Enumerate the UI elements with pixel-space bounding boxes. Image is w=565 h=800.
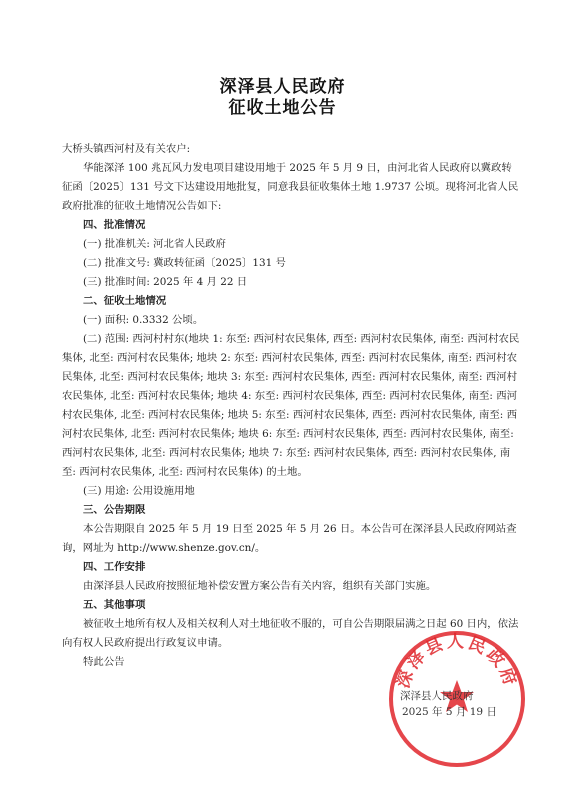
land-area: (一) 面积: 0.3332 公顷。: [83, 314, 204, 326]
seal-text: 深泽县人民政府: [393, 632, 521, 691]
work-text: 由深泽县人民政府按照征地补偿安置方案公告有关内容，组织有关部门实施。: [83, 580, 437, 592]
approval-authority: (一) 批准机关: 河北省人民政府: [83, 238, 226, 250]
land-use: (三) 用途: 公用设施用地: [83, 485, 195, 497]
approval-number: (二) 批准文号: 冀政转征函〔2025〕131 号: [83, 257, 286, 269]
doc-title-line2: 征收土地公告: [228, 98, 337, 118]
doc-body: [62, 140, 522, 672]
doc-title-line1: 深泽县人民政府: [219, 77, 346, 97]
other-text: 被征收土地所有权人及相关权利人对土地征收不服的，可自公告期限届满之日起 60 日内，依法向有权人民政府提出行政复议申请。: [62, 618, 519, 649]
salutation: 大桥头镇西河村及有关农户:: [62, 143, 191, 155]
other-heading: 五、其他事项: [83, 599, 146, 611]
approval-heading: 四、批准情况: [83, 219, 146, 231]
period-text: 本公告期限自 2025 年 5 月 19 日至 2025 年 5 月 26 日。本公告可在深泽县人民政府网站查询，网址为 http://www.shenze.gov.cn/。: [62, 523, 517, 554]
signature-org: 深泽县人民政府: [400, 690, 474, 702]
signature-date: 2025 年 5 月 19 日: [402, 706, 497, 718]
land-scope: (二) 范围: 西河村村东(地块 1: 东至: 西河村农民集体, 西至: 西河村农民集体, 南至: 西河村农民集体, 北至: 西河村农民集体; 地块 2: 东至: 西河村农民集体, 西至: 西河村农民集体, 南至: 西河村农民集体, 北至: 西河村农民集体; 地块 3: 东至: 西河村农民集体, 西至: 西河村农民集体, 南至: 西河村农民集体, 北至: 西河村农民集体; 地块 4: 东至: 西河村农民集体, 西至: 西河村农民集体, 南至: 西河村农民集体, 北至: 西河村农民集体; 地块 5: 东至: 西河村农民集体, 西至: 西河村农民集体, 南至: 西河村农民集体, 北至: 西河村农民集体; 地块 6: 东至: 西河村农民集体, 西至: 西河村农民集体, 南至: 西河村农民集体, 北至: 西河村农民集体; 地块 7: 东至: 西河村农民集体, 西至: 西河村农民集体, 南至: 西河村农民集体, 北至: 西河村农民集体) 的土地。: [62, 333, 520, 478]
intro-paragraph: 华能深泽 100 兆瓦风力发电项目建设用地于 2025 年 5 月 9 日，由河北省人民政府以冀政转征函〔2025〕131 号文下达建设用地批复，同意我县征收集体土地 1.9737 公顷。现将河北省人民政府批准的征收土地情况公告如下:: [62, 162, 519, 212]
work-heading: 四、工作安排: [83, 561, 146, 573]
period-heading: 三、公告期限: [83, 504, 146, 516]
land-heading: 二、征收土地情况: [83, 295, 167, 307]
approval-date: (三) 批准时间: 2025 年 4 月 22 日: [83, 276, 248, 288]
closing-text: 特此公告: [83, 656, 125, 668]
